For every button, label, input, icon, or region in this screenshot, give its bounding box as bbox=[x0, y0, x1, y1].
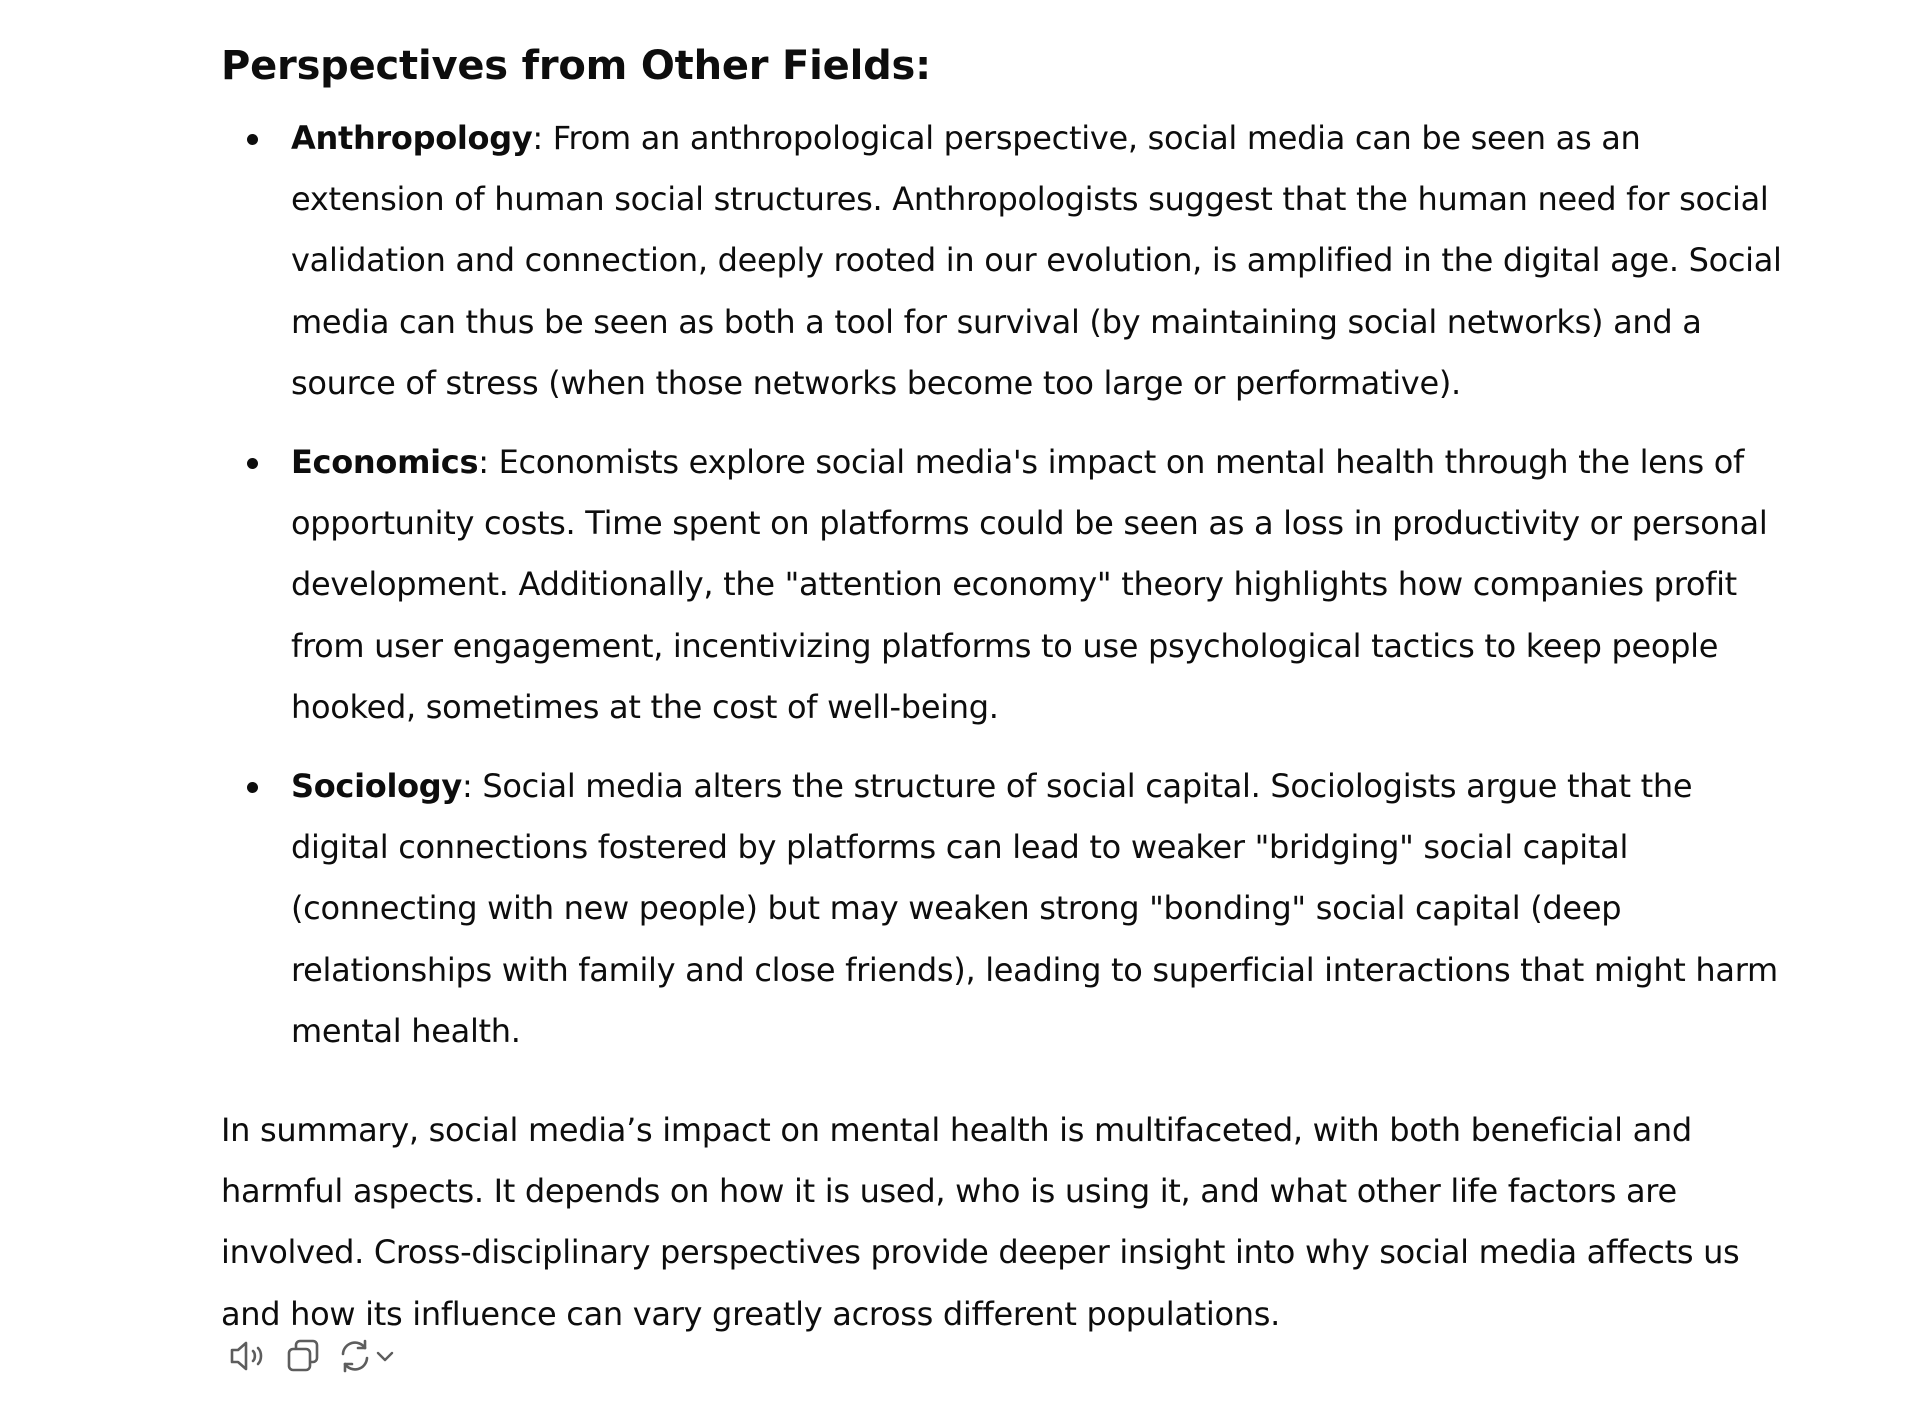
list-item-sociology bbox=[221, 756, 1791, 1062]
list-item-term: Anthropology bbox=[291, 119, 533, 157]
list-item-text: : Social media alters the structure of social capital. Sociologists argue that the digital connections fostered by platforms can lead to weaker "bridging" social capital (connecting with new people) but may weaken strong "bonding" social capital (deep relationships with family and close friends), leading to superficial interactions that might harm mental health. bbox=[291, 767, 1778, 1050]
regenerate-button[interactable] bbox=[329, 1336, 405, 1376]
list-item-text: : From an anthropological perspective, social media can be seen as an extension of human social structures. Anthropologists suggest that the human need for social validation and connection, deeply rooted in our evolution, is amplified in the digital age. Social media can thus be seen as both a tool for survival (by maintaining social networks) and a source of stress (when those networks become too large or performative). bbox=[291, 119, 1782, 402]
message-actions bbox=[221, 1336, 405, 1376]
regenerate-icon bbox=[337, 1338, 373, 1374]
section-heading: Perspectives from Other Fields: bbox=[221, 43, 931, 89]
copy-button[interactable] bbox=[277, 1336, 329, 1376]
speaker-icon bbox=[229, 1339, 269, 1373]
list-item-term: Economics bbox=[291, 443, 479, 482]
chevron-down-icon bbox=[373, 1344, 397, 1368]
list-item-economics bbox=[221, 432, 1791, 738]
list-item-anthropology bbox=[221, 108, 1791, 414]
perspectives-list bbox=[221, 108, 1791, 1062]
list-item-text: : Economists explore social media's impact on mental health through the lens of opportunity costs. Time spent on platforms could be seen as a loss in productivity or personal development. Additionally, the "attention economy" theory highlights how companies profit from user engagement, incentivizing platforms to use psychological tactics to keep people hooked, sometimes at the cost of well-being. bbox=[291, 443, 1768, 726]
list-item-term: Sociology bbox=[291, 767, 462, 806]
summary-paragraph: In summary, social media’s impact on mental health is multifaceted, with both beneficial and harmful aspects. It depends on how it is used, who is using it, and what other life factors are involved. Cross-disciplinary perspectives provide deeper insight into why social media affects us and how its influence can vary greatly across different populations. bbox=[221, 1111, 1740, 1333]
read-aloud-button[interactable] bbox=[221, 1336, 277, 1376]
copy-icon bbox=[285, 1338, 321, 1374]
assistant-message bbox=[221, 30, 1791, 1345]
